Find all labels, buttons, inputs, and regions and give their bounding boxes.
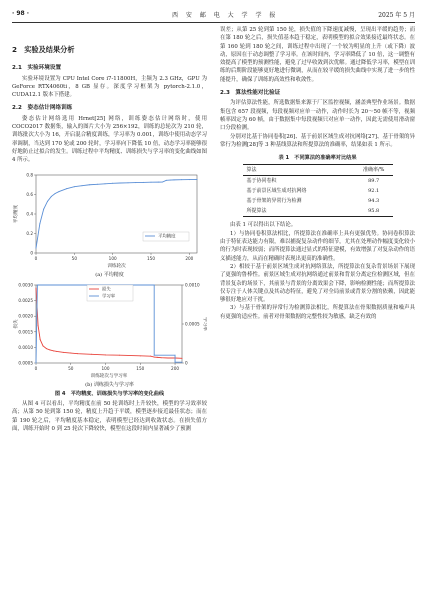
data-point bbox=[70, 352, 71, 353]
table-row bbox=[243, 186, 393, 196]
table-cell: 所提算法 bbox=[243, 206, 355, 217]
subsection-heading-training: 2.2 姿态估计网络训练 bbox=[12, 105, 73, 112]
data-point bbox=[74, 186, 75, 187]
paragraph-conclusion-2: 2）相较于基于前景区域生成对抗网络算法，所提算法在复杂背景场景下展现了更强的鲁棒性。前景区域生成对抗网络通过前景和背景分离定位检测区域，但在背景复杂的场景下，其前景与背景的分离效果会下降，影响检测性能；而所提算法仅专注于人体关键点及其动态特征，避免了对全局前景或背景分割的依赖，因此能够很好地应对干扰。 bbox=[220, 263, 415, 304]
figure-4-caption: 图 4 平均精度、训练损失与学习率的变化曲线 bbox=[54, 391, 165, 398]
data-point bbox=[46, 348, 47, 349]
subsection-heading-env: 2.1 实验环境设置 bbox=[12, 65, 62, 72]
data-point bbox=[89, 184, 90, 185]
x-tick-label: 0 bbox=[34, 255, 38, 261]
figure-4 bbox=[12, 169, 207, 399]
data-point bbox=[97, 183, 98, 184]
data-point bbox=[154, 284, 155, 285]
y-tick-label: 0.2 bbox=[26, 230, 33, 236]
paragraph-conclusion-1: 1）与协同卷积算法相比，所提算法在准确率上具有更强优势。协同卷积算法由于特征表达能力有限，难以捕捉复杂动作的细节，尤其在处理动作幅度变化较小的行为时表现较弱；而所提算法通过显式的特征建模，有效增强了对复杂动作的语义描述能力，从而在精确时表现出更高的准确性。 bbox=[220, 230, 415, 262]
data-point bbox=[181, 179, 182, 180]
table-row bbox=[243, 196, 393, 206]
data-point bbox=[82, 185, 83, 186]
data-point bbox=[175, 362, 176, 363]
data-point bbox=[40, 339, 41, 340]
data-point bbox=[63, 352, 64, 353]
y-tick-label: 0.4 bbox=[26, 211, 33, 217]
table-cell: 基于前景区域生成对抗网络 bbox=[246, 188, 307, 195]
left-column bbox=[12, 26, 207, 433]
data-point bbox=[140, 355, 141, 356]
loss-lr-chart bbox=[12, 279, 207, 379]
y-tick-label: 0.0025 bbox=[18, 297, 33, 303]
y-tick-label: 0.0030 bbox=[18, 282, 33, 288]
data-point bbox=[49, 349, 50, 350]
data-point bbox=[119, 355, 120, 356]
data-point bbox=[105, 183, 106, 184]
y-tick-label: 0.0015 bbox=[18, 329, 33, 335]
x-tick-label: 50 bbox=[68, 365, 74, 371]
data-point bbox=[91, 354, 92, 355]
section-heading: 2 实验及结果分析 bbox=[12, 45, 75, 54]
data-point bbox=[120, 182, 121, 183]
figure-4a-label: (a) 平均精度 bbox=[95, 271, 124, 278]
data-point bbox=[174, 179, 175, 180]
accuracy-table bbox=[243, 164, 393, 217]
table-row bbox=[243, 206, 393, 217]
table-cell: 95.8 bbox=[355, 206, 393, 217]
figure-4b-label: (b) 训练损失与学习率 bbox=[85, 382, 134, 389]
data-point bbox=[36, 362, 37, 363]
plot-frame bbox=[36, 175, 197, 253]
issue-date: 2025 年 5 月 bbox=[378, 12, 415, 19]
x-tick-label: 200 bbox=[185, 255, 194, 261]
data-point bbox=[168, 357, 169, 358]
data-point bbox=[166, 179, 167, 180]
x-axis-label: 训练轮次与学习率 bbox=[90, 373, 128, 379]
data-point bbox=[154, 355, 155, 356]
x-tick-label: 100 bbox=[101, 365, 110, 371]
x-tick-label: 50 bbox=[71, 255, 78, 261]
data-point bbox=[151, 181, 152, 182]
y-tick-label: 0.8 bbox=[26, 172, 33, 178]
data-point bbox=[182, 362, 183, 363]
data-point bbox=[128, 182, 129, 183]
paragraph-fig-analysis: 从图 4 可以看出，平均精度在前 50 轮训练时上升较快，模型的学习效率较高；从第 50 轮到第 150 轮，精度上升趋于平缓，模型逐步接近最佳状态；而在第 190 轮之后，平均精度基本稳定，表明模型已经达到收敛状态。在损失值方面，训练开始时 0 到 25 轮次下降较快，模型在这段时间内显著减少了预测 bbox=[12, 401, 207, 433]
y2-tick-label: 0 bbox=[185, 360, 188, 366]
y2-tick-label: 0.0005 bbox=[185, 321, 200, 327]
y-tick-label: 0.0010 bbox=[18, 344, 33, 350]
subsection-heading-compare: 2.3 算法性能对比验证 bbox=[220, 90, 281, 97]
data-point bbox=[36, 247, 37, 248]
data-point bbox=[42, 345, 43, 346]
y-tick-label: 0.0020 bbox=[18, 313, 33, 319]
table-header-row bbox=[243, 165, 393, 176]
data-point bbox=[56, 351, 57, 352]
table-header-cell: 算法 bbox=[243, 165, 355, 176]
accuracy-chart bbox=[12, 169, 207, 269]
x-tick-label: 150 bbox=[147, 255, 155, 261]
data-point bbox=[105, 354, 106, 355]
table-row bbox=[243, 176, 393, 187]
data-point bbox=[135, 182, 136, 183]
y2-axis-label: 学习率 bbox=[202, 316, 207, 331]
paragraph-env: 实验环境设置为 CPU Intel Core i7-11800H，主频为 2.3 GHz，GPU 为 GeForce RTX4060ti，8 GB 显存。深度学习框架为 pytorch-2.1.0，CUDA12.1 版本下搭建。 bbox=[12, 75, 207, 99]
table-header-cell: 准确率/% bbox=[355, 165, 393, 176]
x-tick-label: 150 bbox=[136, 365, 145, 371]
data-point bbox=[170, 179, 171, 180]
data-point bbox=[182, 358, 183, 359]
table-cell: 89.7 bbox=[368, 178, 380, 185]
table-cell: 94.3 bbox=[368, 198, 380, 205]
page-header bbox=[12, 8, 415, 22]
data-point bbox=[161, 357, 162, 358]
paragraph-conclusion-3: 3）与基于骨架的异常行为检测算法相比，所提算法在骨架数据质量和噪声具有更强的适应性。前者对骨架数据的完整性较为敏感，缺乏有效的 bbox=[220, 305, 415, 320]
paragraph-baselines: 分别对比基于协同卷积[26]、基于前景区域生成对抗网络[27]、基于骨架的异常行为检测[28]等 3 种基线算法和所提算法的准确率，结果如表 1 所示。 bbox=[220, 133, 415, 148]
data-point bbox=[150, 355, 151, 356]
paragraph-conclusion-intro: 由表 1 可以得出以下结论。 bbox=[230, 222, 297, 229]
data-point bbox=[43, 208, 44, 209]
y-axis-label: 损失 bbox=[14, 319, 19, 329]
y-tick-label: 0.0005 bbox=[18, 360, 33, 366]
data-point bbox=[112, 182, 113, 183]
data-point bbox=[143, 181, 144, 182]
header-rule bbox=[12, 22, 415, 23]
data-point bbox=[175, 355, 176, 356]
journal-title: 西 安 邮 电 大 学 学 报 bbox=[172, 12, 279, 19]
table-1-caption: 表 1 不同算法的准确率对比结果 bbox=[278, 155, 357, 162]
data-point bbox=[36, 287, 37, 288]
data-point bbox=[197, 179, 198, 180]
x-tick-label: 200 bbox=[171, 365, 180, 371]
paragraph-dataset: 为评估算法性能，所选数据集来源于厂区监控视频，涵盖典型作业场景。数据集包含 657 段视频，每段视频对应单一动作，动作时长为 20～50 帧不等，视频帧率固定为 60 帧，由于数据集中每段视频只对应单一动作，因此无需使用滑动窗口分段检测。 bbox=[220, 100, 415, 132]
data-point bbox=[157, 357, 158, 358]
data-point bbox=[47, 200, 48, 201]
data-point bbox=[154, 356, 155, 357]
y-tick-label: 0.6 bbox=[26, 191, 33, 197]
x-tick-label: 0 bbox=[34, 365, 38, 371]
y-tick-label: 0 bbox=[30, 250, 33, 256]
paragraph-training: 姿态估计网络选用 Hrnet[25] 网络，训练姿态估计网络时，使用 COCO2017 数据集，输入的图片大小为 256×192，训练的总轮次为 210 轮，训练批次大小为 16，开启混合精度训练，学习率为 0.001，训练中使用动态学习率调制，当达到 170 轮或 200 轮时，学习率向下降低 10 倍，动态学习率能够很好地防止过拟合的发生。训练过程中平均精度、训练损失与学习率的变化曲线如图 4 所示。 bbox=[12, 115, 207, 164]
data-point bbox=[39, 223, 40, 224]
paragraph-loss-analysis: 误差；从第 25 轮到第 150 轮，损失值的下降速度减慢，呈现出平缓的趋势；而在第 180 轮之后，损失值基本趋于稳定，表明模型的拟合效果接近最终状态。在第 160 轮到 180 轮之间，训练过程中出现了一个较为明显的上升（或下降）波动，原因在于动态调整了学习率。在该时间内，学习率降低了 10 倍，这一调整有效提高了模型的预测性能，避免了过早收敛到次优解。通过降低学习率，模型在训练的后期阶段能够更好地进行微调，从而在较平缓的损失曲线中实现了进一步的性能提升，确保了训练的高效性和收敛性。 bbox=[220, 27, 415, 83]
table-cell: 基于骨架的异常行为检测 bbox=[246, 198, 302, 205]
data-point bbox=[158, 181, 159, 182]
data-point bbox=[162, 181, 163, 182]
page-number: · 98 · bbox=[12, 10, 30, 17]
table-cell: 92.1 bbox=[368, 188, 380, 195]
data-point bbox=[51, 196, 52, 197]
data-point bbox=[66, 188, 67, 189]
data-point bbox=[38, 325, 39, 326]
table-cell: 基于协同卷积 bbox=[246, 178, 277, 185]
x-tick-label: 100 bbox=[108, 255, 117, 261]
legend-label: 平均精度 bbox=[158, 234, 176, 240]
data-point bbox=[55, 193, 56, 194]
legend-label: 损失 bbox=[102, 287, 111, 293]
y-axis-label: 平均精度 bbox=[14, 204, 19, 223]
y2-tick-label: 0.0010 bbox=[185, 282, 200, 288]
legend-label: 学习率 bbox=[102, 294, 116, 300]
data-point bbox=[37, 284, 38, 285]
data-point bbox=[77, 353, 78, 354]
data-point bbox=[59, 191, 60, 192]
data-point bbox=[189, 179, 190, 180]
right-column bbox=[220, 26, 415, 321]
data-point bbox=[53, 350, 54, 351]
x-axis-label: 训练轮次 bbox=[107, 263, 126, 269]
